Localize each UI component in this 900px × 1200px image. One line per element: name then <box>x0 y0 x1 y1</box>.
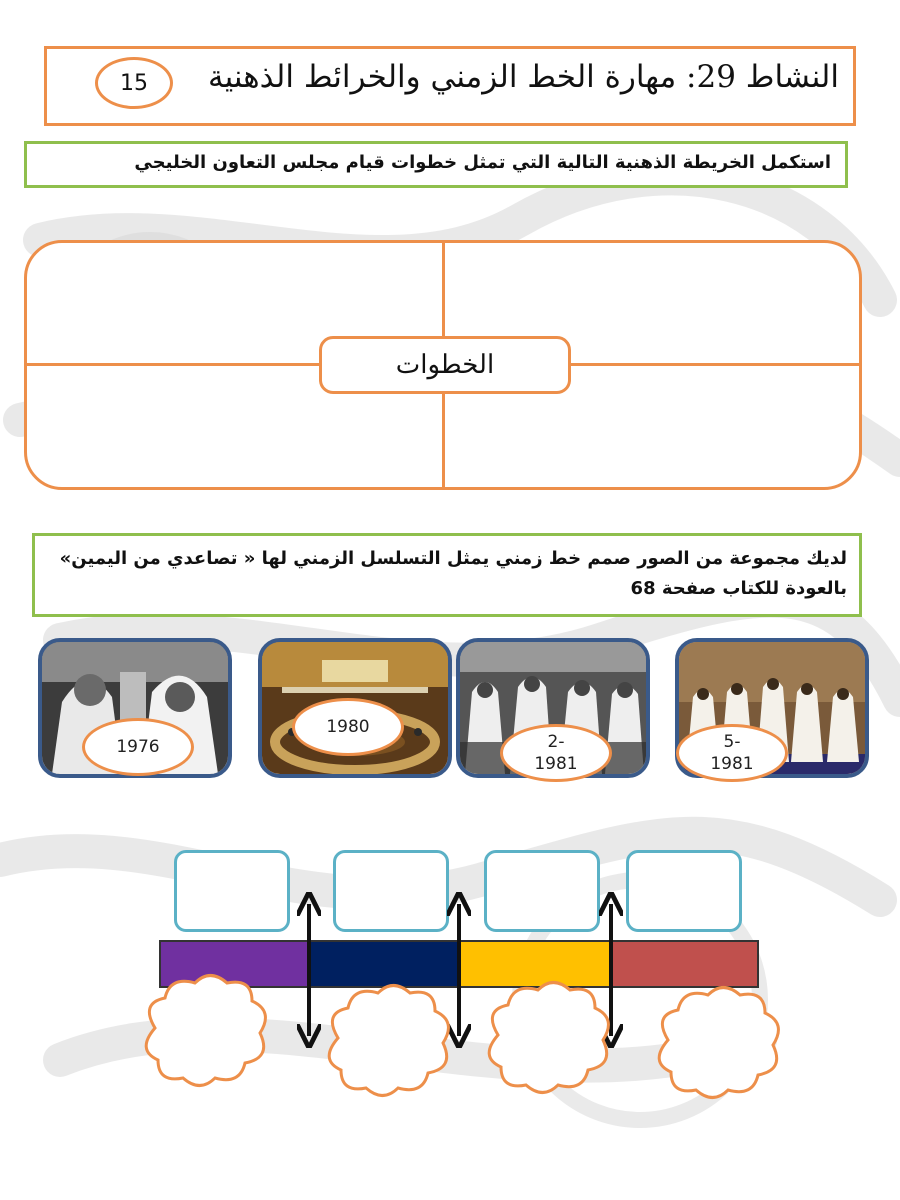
activity-title: النشاط 29: مهارة الخط الزمني والخرائط الذهنية <box>207 59 839 95</box>
year-label-1981-2: 2- 1981 <box>500 724 612 782</box>
timeline-decorations <box>0 880 900 1160</box>
mind-map <box>24 240 862 490</box>
year-label-1980: 1980 <box>292 698 404 756</box>
mind-map-center-label: الخطوات <box>395 350 495 380</box>
cloud-shape-3 <box>489 983 608 1093</box>
cloud-shape-4 <box>659 988 778 1098</box>
instruction-timeline: لديك مجموعة من الصور صمم خط زمني يمثل التسلسل الزمني لها « تصاعدي من اليمين» بالعودة للكتاب صفحة 68 <box>32 533 862 617</box>
instruction-mindmap: استكمل الخريطة الذهنية التالية التي تمثل خطوات قيام مجلس التعاون الخليجي <box>24 141 848 188</box>
mind-map-center-box <box>319 336 571 394</box>
year-label-1976: 1976 <box>82 718 194 776</box>
page-number-badge <box>95 57 173 109</box>
cloud-shape-1 <box>146 976 265 1086</box>
cloud-shape-2 <box>329 986 448 1096</box>
page-number: 15 <box>120 70 148 96</box>
year-label-1981-5: 5- 1981 <box>676 724 788 782</box>
title-box <box>44 46 856 126</box>
